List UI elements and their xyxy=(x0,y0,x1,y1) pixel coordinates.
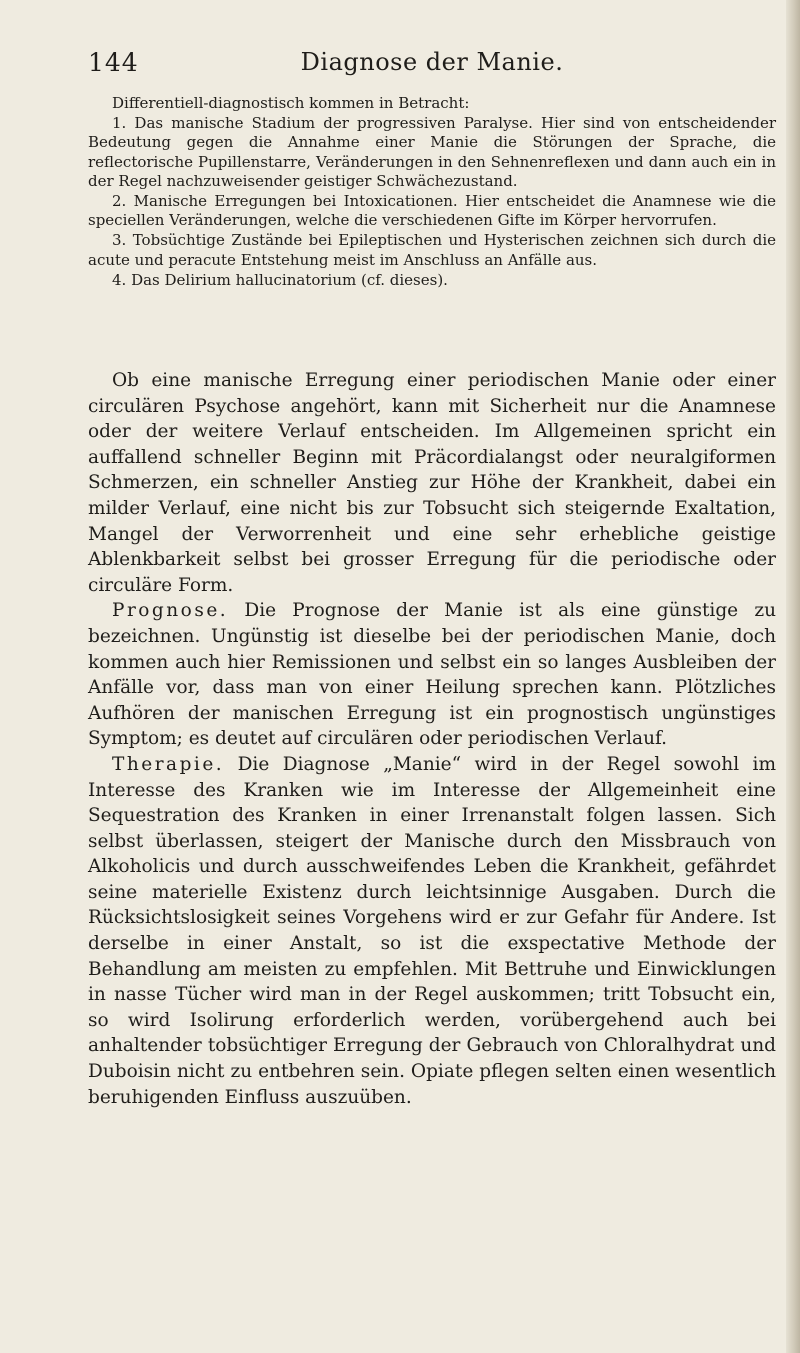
differential-diagnosis-section xyxy=(88,94,776,291)
running-title: Diagnose der Manie. xyxy=(300,48,564,76)
prognosis-text: Die Prognose der Manie ist als eine günstige zu bezeichnen. Ungünstig ist dieselbe bei der periodischen Manie, doch kommen auch hier Remissionen und selbst ein so langes Ausbleiben der Anfälle vor, dass man von einer Heilung sprechen kann. Plötzliches Aufhören der manischen Erregung ist ein prognostisch ungünstiges Symptom; es deutet auf circulären oder periodischen Verlauf. xyxy=(88,600,776,750)
therapy-text: Die Diagnose „Manie“ wird in der Regel sowohl im Interesse des Kranken wie im Interesse der Allgemeinheit eine Sequestration des Kranken in einer Irrenanstalt folgen lassen. Sich selbst überlassen, steigert der Manische durch den Missbrauch von Alkoholicis und durch ausschweifendes Leben die Krankheit, gefährdet seine materielle Existenz durch leichtsinnige Ausgaben. Durch die Rücksichtslosigkeit seines Vorgehens wird er zur Gefahr für Andere. Ist derselbe in einer Anstalt, so ist die exspectative Methode der Behandlung am meisten zu empfehlen. Mit Bettruhe und Einwicklungen in nasse Tücher wird man in der Regel auskommen; tritt Tobsucht ein, so wird Isolirung erforderlich werden, vorübergehend auch bei anhaltender tobsüchtiger Erregung der Gebrauch von Chloralhydrat und Duboisin nicht zu entbehren sein. Opiate pflegen selten einen wesentlich beruhigenden Einfluss auszuüben. xyxy=(88,753,776,1108)
page-edge-shadow xyxy=(786,0,800,1353)
small-paragraph: Differentiell-diagnostisch kommen in Betracht: xyxy=(112,94,470,112)
small-paragraph: 4. Das Delirium hallucinatorium (cf. dieses). xyxy=(112,270,448,289)
body-paragraph: Ob eine manische Erregung einer periodischen Manie oder einer circulären Psychose angehört, kann mit Sicherheit nur die Anamnese oder der weitere Verlauf entscheiden. Im Allgemeinen spricht ein auffallend schneller Beginn mit Präcordialangst oder neuralgiformen Schmerzen, ein schneller Anstieg zur Höhe der Krankheit, dabei ein milder Verlauf, eine nicht bis zur Tobsucht sich steigernde Exaltation, Mangel der Verworrenheit und eine sehr erhebliche geistige Ablenkbarkeit selbst bei grosser Erregung für die periodische oder circuläre Form. xyxy=(88,370,776,596)
small-paragraph: 2. Manische Erregungen bei Intoxicationen. Hier entscheidet die Anamnese wie die speciellen Veränderungen, welche die verschiedenen Gifte im Körper hervorrufen. xyxy=(88,192,776,230)
page-number: 144 xyxy=(88,48,139,77)
small-paragraph: 3. Tobsüchtige Zustände bei Epileptischen und Hysterischen zeichnen sich durch die acute und peracute Entstehung meist im Anschluss an Anfälle aus. xyxy=(88,231,776,269)
prognosis-heading: Prognose. xyxy=(112,600,229,622)
prognosis-paragraph xyxy=(88,598,776,752)
therapy-heading: Therapie. xyxy=(112,753,225,775)
therapy-paragraph xyxy=(88,752,776,1110)
page-header xyxy=(88,48,776,84)
small-paragraph: 1. Das manische Stadium der progressiven Paralyse. Hier sind von entscheidender Bedeutung gegen die Annahme einer Manie die Störungen der Sprache, die reflectorische Pupillenstarre, Veränderungen in den Sehnenreflexen und dann auch ein in der Regel nachzuweisender geistiger Schwächezustand. xyxy=(88,114,776,190)
main-body xyxy=(88,368,776,1110)
